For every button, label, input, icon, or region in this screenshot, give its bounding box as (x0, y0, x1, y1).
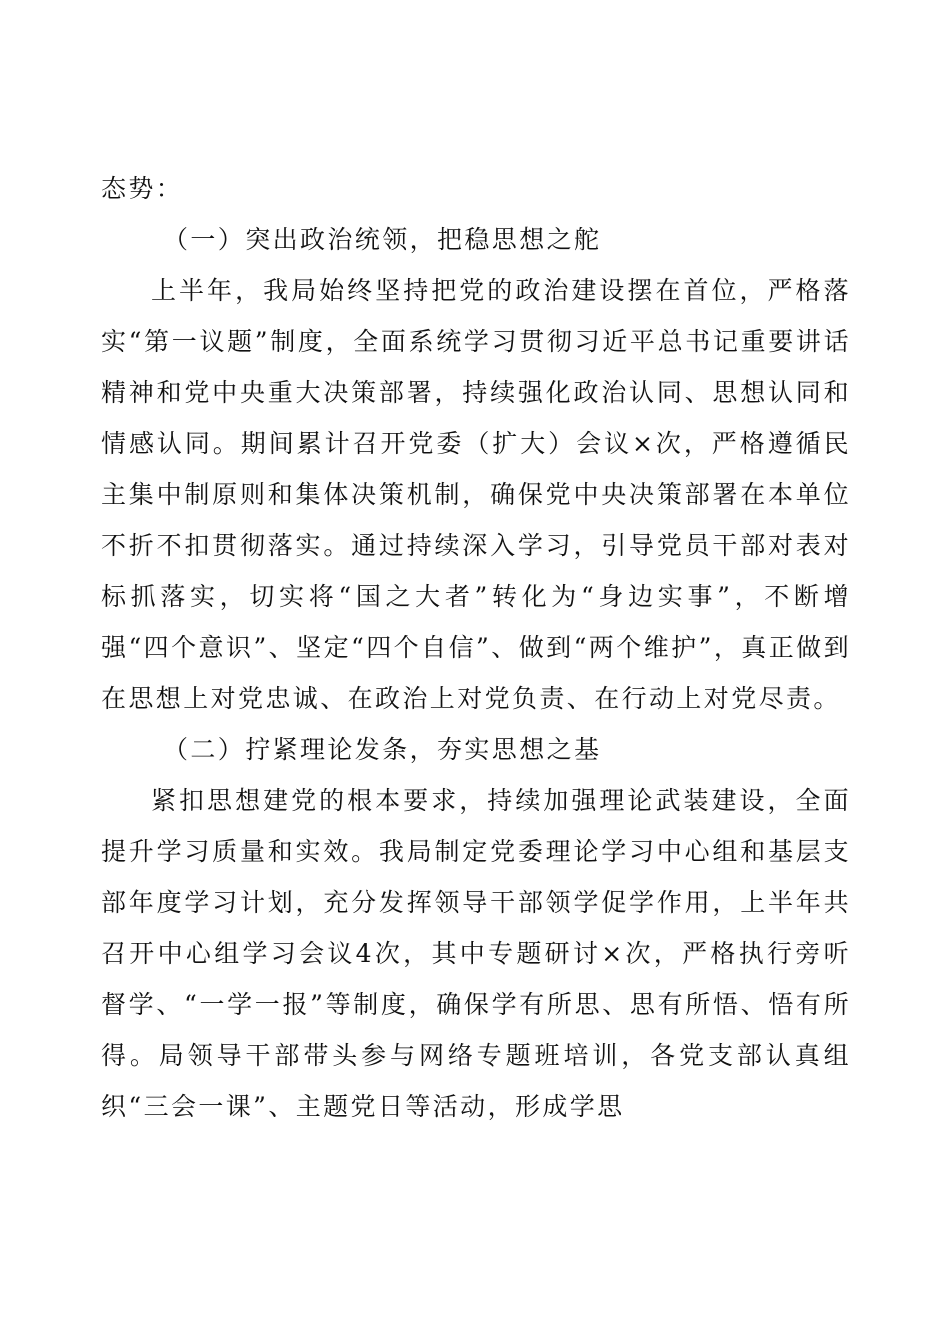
section-2-heading: （二）拧紧理论发条，夯实思想之基 (163, 735, 602, 764)
document-body (101, 163, 851, 1132)
section-1-paragraph: 上半年，我局始终坚持把党的政治建设摆在首位，严格落实“第一议题”制度，全面系统学习贯彻习近平总书记重要讲话精神和党中央重大决策部署，持续强化政治认同、思想认同和情感认同。期间累计召开党委（扩大）会议×次，严格遵循民主集中制原则和集体决策机制，确保党中央决策部署在本单位不折不扣贯彻落实。通过持续深入学习，引导党员干部对表对标抓落实，切实将“国之大者”转化为“身边实事”，不断增强“四个意识”、坚定“四个自信”、做到“两个维护”，真正做到在思想上对党忠诚、在政治上对党负责、在行动上对党尽责。 (101, 276, 851, 713)
section-1-heading: （一）突出政治统领，把稳思想之舵 (163, 225, 602, 254)
lead-fragment: 态势： (101, 174, 184, 203)
section-2-paragraph: 紧扣思想建党的根本要求，持续加强理论武装建设，全面提升学习质量和实效。我局制定党委理论学习中心组和基层支部年度学习计划，充分发挥领导干部领学促学作用，上半年共召开中心组学习会议4次，其中专题研讨×次，严格执行旁听督学、“一学一报”等制度，确保学有所思、思有所悟、悟有所得。局领导干部带头参与网络专题班培训，各党支部认真组织“三会一课”、主题党日等活动，形成学思 (101, 786, 851, 1121)
